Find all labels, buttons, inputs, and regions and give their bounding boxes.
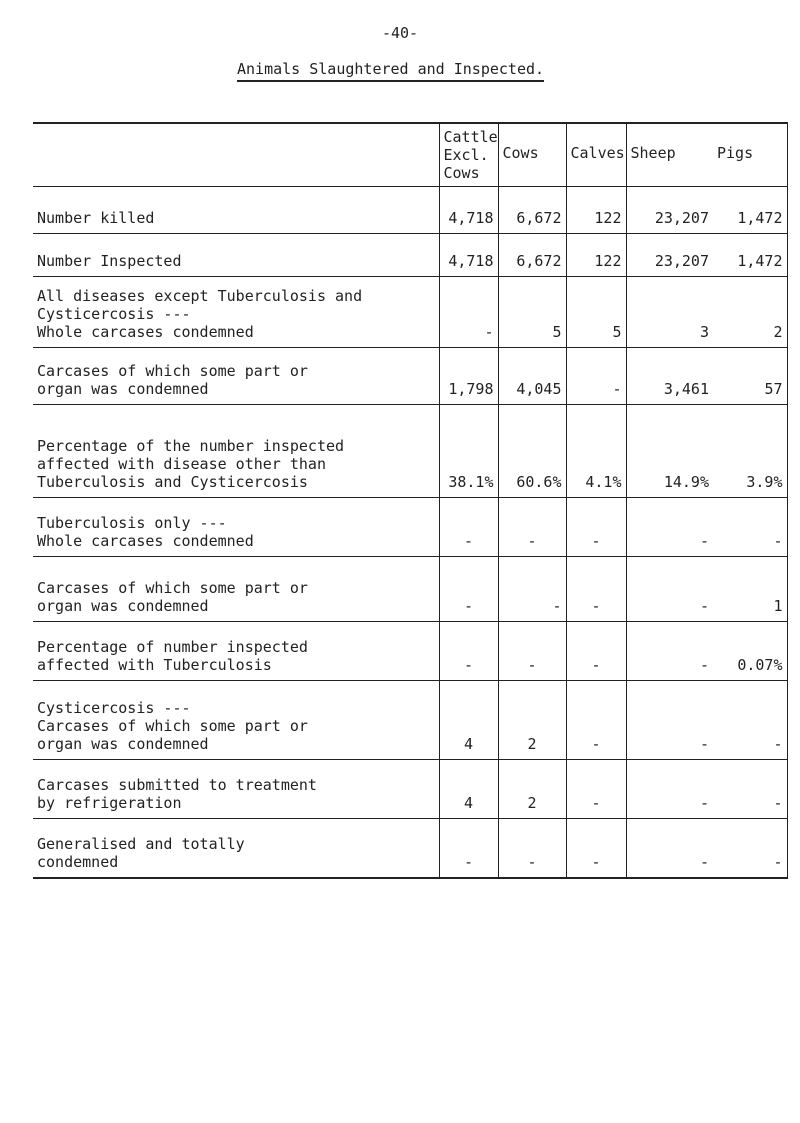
row-label <box>33 277 439 348</box>
cell-cattle: 4,718 <box>439 187 498 234</box>
cell-cows: 5 <box>498 277 566 348</box>
row-label-line: Cysticercosis --- <box>37 305 191 323</box>
row-label-line: organ was condemned <box>37 735 209 753</box>
row-label-line: Generalised and totally <box>37 835 245 853</box>
cell-pigs: - <box>713 819 787 879</box>
row-label-line: Percentage of number inspected <box>37 638 308 656</box>
cell-cattle: 4 <box>439 760 498 819</box>
cell-sheep: 23,207 <box>626 234 713 277</box>
header-sheep: Sheep <box>626 123 713 187</box>
table-row <box>33 405 787 498</box>
row-label <box>33 819 439 879</box>
table-row <box>33 760 787 819</box>
cell-sheep: 14.9% <box>626 405 713 498</box>
cell-sheep: 23,207 <box>626 187 713 234</box>
cell-pigs: - <box>713 498 787 557</box>
row-label-line: organ was condemned <box>37 597 209 615</box>
row-label <box>33 234 439 277</box>
cell-sheep: - <box>626 622 713 681</box>
table-row <box>33 348 787 405</box>
cell-cattle: - <box>439 622 498 681</box>
row-label-line: Carcases of which some part or <box>37 579 308 597</box>
cell-cattle: - <box>439 498 498 557</box>
cell-calves: - <box>566 498 626 557</box>
header-cattle <box>439 123 498 187</box>
header-calves: Calves <box>566 123 626 187</box>
cell-cattle: - <box>439 557 498 622</box>
page-title: Animals Slaughtered and Inspected. <box>237 60 544 82</box>
cell-calves: - <box>566 622 626 681</box>
header-pigs: Pigs <box>713 123 787 187</box>
row-label <box>33 760 439 819</box>
cell-cattle: 4,718 <box>439 234 498 277</box>
table-row <box>33 277 787 348</box>
table-row <box>33 498 787 557</box>
cell-cattle: - <box>439 277 498 348</box>
table-row <box>33 187 787 234</box>
cell-cattle: - <box>439 819 498 879</box>
cell-cows: 2 <box>498 681 566 760</box>
table-row <box>33 819 787 879</box>
cell-calves: 122 <box>566 234 626 277</box>
header-cattle-line: Cows <box>443 164 480 182</box>
cell-sheep: 3,461 <box>626 348 713 405</box>
cell-pigs: 0.07% <box>713 622 787 681</box>
row-label <box>33 681 439 760</box>
cell-calves: - <box>566 681 626 760</box>
cell-calves: - <box>566 819 626 879</box>
row-label-line: Whole carcases condemned <box>37 532 254 550</box>
table-row <box>33 681 787 760</box>
cell-pigs: 2 <box>713 277 787 348</box>
row-label-line: affected with disease other than <box>37 455 326 473</box>
row-label-line: by refrigeration <box>37 794 182 812</box>
header-cattle-line: Excl. <box>443 146 489 164</box>
row-label-line: Carcases of which some part or <box>37 362 308 380</box>
cell-sheep: - <box>626 760 713 819</box>
row-label <box>33 187 439 234</box>
cell-cows: - <box>498 819 566 879</box>
cell-cows: - <box>498 498 566 557</box>
cell-cows: 6,672 <box>498 234 566 277</box>
cell-sheep: - <box>626 819 713 879</box>
cell-cows: 60.6% <box>498 405 566 498</box>
cell-calves: 5 <box>566 277 626 348</box>
row-label-line: Number Inspected <box>37 252 182 270</box>
cell-cows: 4,045 <box>498 348 566 405</box>
cell-pigs: 1,472 <box>713 234 787 277</box>
cell-pigs: 3.9% <box>713 405 787 498</box>
cell-cattle: 4 <box>439 681 498 760</box>
table-row <box>33 234 787 277</box>
row-label-line: condemned <box>37 853 119 871</box>
row-label-line: Carcases submitted to treatment <box>37 776 317 794</box>
header-description <box>33 123 439 187</box>
cell-calves: - <box>566 760 626 819</box>
row-label <box>33 348 439 405</box>
cell-sheep: - <box>626 557 713 622</box>
row-label-line: Cysticercosis --- <box>37 699 191 717</box>
cell-pigs: 57 <box>713 348 787 405</box>
table-header-row <box>33 123 787 187</box>
cell-cows: - <box>498 622 566 681</box>
cell-sheep: - <box>626 498 713 557</box>
row-label-line: Tuberculosis and Cysticercosis <box>37 473 308 491</box>
row-label <box>33 498 439 557</box>
cell-sheep: - <box>626 681 713 760</box>
cell-cows: - <box>498 557 566 622</box>
row-label-line: organ was condemned <box>37 380 209 398</box>
cell-pigs: 1 <box>713 557 787 622</box>
cell-pigs: - <box>713 760 787 819</box>
row-label <box>33 557 439 622</box>
cell-cows: 2 <box>498 760 566 819</box>
inspection-table <box>33 122 788 879</box>
cell-calves: 122 <box>566 187 626 234</box>
cell-cattle: 38.1% <box>439 405 498 498</box>
row-label-line: All diseases except Tuberculosis and <box>37 287 363 305</box>
cell-calves: - <box>566 557 626 622</box>
cell-cows: 6,672 <box>498 187 566 234</box>
header-cattle-line: Cattle <box>443 128 498 146</box>
row-label-line: affected with Tuberculosis <box>37 656 272 674</box>
cell-pigs: 1,472 <box>713 187 787 234</box>
row-label <box>33 622 439 681</box>
header-cows: Cows <box>498 123 566 187</box>
row-label <box>33 405 439 498</box>
table-row <box>33 622 787 681</box>
cell-sheep: 3 <box>626 277 713 348</box>
cell-pigs: - <box>713 681 787 760</box>
cell-calves: - <box>566 348 626 405</box>
cell-calves: 4.1% <box>566 405 626 498</box>
cell-cattle: 1,798 <box>439 348 498 405</box>
row-label-line: Whole carcases condemned <box>37 323 254 341</box>
row-label-line: Carcases of which some part or <box>37 717 308 735</box>
row-label-line: Percentage of the number inspected <box>37 437 345 455</box>
row-label-line: Tuberculosis only --- <box>37 514 227 532</box>
table-row <box>33 557 787 622</box>
row-label-line: Number killed <box>37 209 155 227</box>
page-number: -40- <box>381 24 419 42</box>
